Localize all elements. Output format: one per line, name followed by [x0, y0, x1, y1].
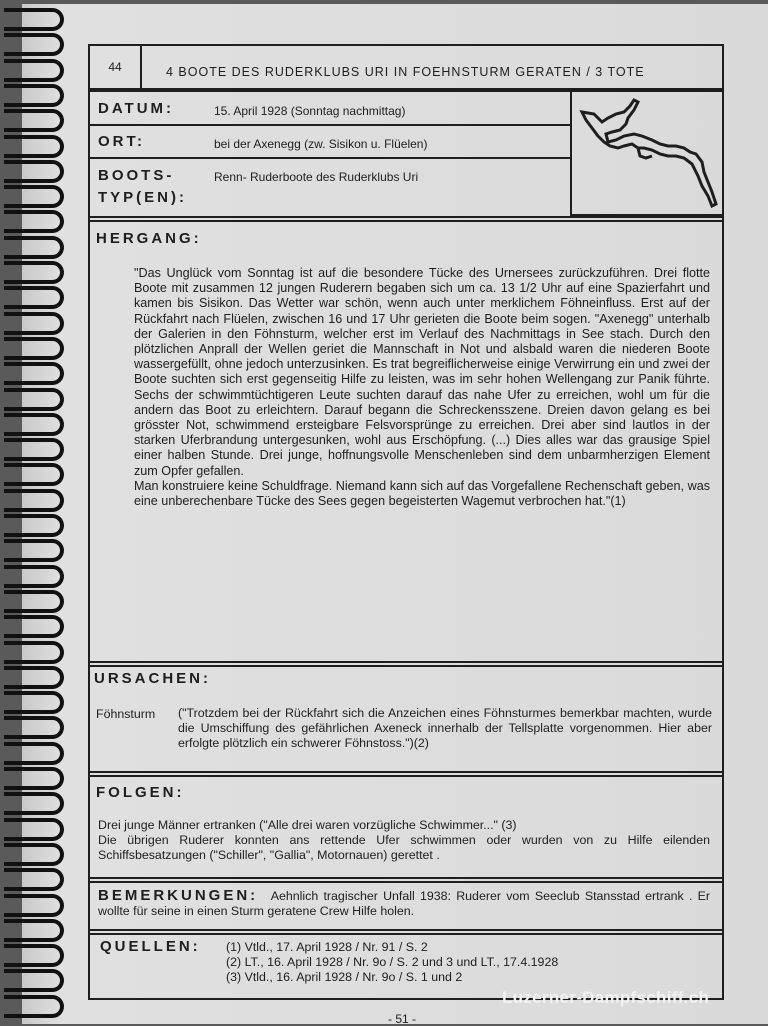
binding-ring — [4, 590, 64, 613]
binding-ring — [4, 615, 64, 638]
binding-ring — [4, 135, 64, 158]
hergang-label: HERGANG: — [96, 230, 202, 247]
binding-ring — [4, 919, 64, 942]
binding-ring — [4, 185, 64, 208]
watermark: Luzerner-Dampfschiff.ch — [502, 988, 710, 1007]
binding-ring — [4, 565, 64, 588]
map-box — [570, 90, 724, 216]
binding-ring — [4, 160, 64, 183]
binding-ring — [4, 438, 64, 461]
bootstyp-label-2: TYP(EN): — [98, 189, 187, 206]
quellen-label: QUELLEN: — [100, 938, 201, 955]
binding-ring — [4, 666, 64, 689]
datum-value: 15. April 1928 (Sonntag nachmittag) — [214, 104, 406, 118]
binding-ring — [4, 261, 64, 284]
quellen-item: (2) LT., 16. April 1928 / Nr. 9o / S. 2 und 3 und LT., 17.4.1928 — [226, 955, 559, 969]
ort-label: ORT: — [98, 133, 145, 150]
binding-ring — [4, 286, 64, 309]
spiral-binding — [0, 0, 70, 1024]
binding-ring — [4, 312, 64, 335]
quellen-item: (1) Vtld., 17. April 1928 / Nr. 91 / S. 2 — [226, 940, 428, 954]
binding-ring — [4, 894, 64, 917]
bemerkungen-text: Aehnlich tragischer Unfall 1938: Ruderer vom Seeclub Stansstad ertrank . Er wollte für seine in einen Sturm geratene Crew Hilfe holen. — [98, 889, 710, 918]
form-number: 44 — [88, 44, 142, 90]
binding-ring — [4, 109, 64, 132]
ursachen-text: ("Trotzdem bei der Rückfahrt sich die Anzeichen eines Föhnsturmes bemerkbar machten, wurde die Umschiffung des gefährlichen Axeneck innerhalb der Tellsplatte vorgenommen. Hier aber erfolgte plötzlich ein schwerer Föhnstoss.")(2) — [178, 706, 712, 750]
bootstyp-value: Renn- Ruderboote des Ruderklubs Uri — [214, 170, 419, 184]
ursachen-term: Föhnsturm — [96, 707, 156, 721]
bemerkungen-block — [98, 888, 710, 919]
hergang-paragraph-2: Man konstruiere keine Schuldfrage. Niemand kann sich auf das Vorgefallene Rechenschaft geben, was eine unberechenbare Tücke des Sees gegen begeisterten Wagemut verbrochen hat."(1) — [134, 478, 710, 509]
binding-ring — [4, 210, 64, 233]
binding-ring — [4, 691, 64, 714]
binding-ring — [4, 716, 64, 739]
ursachen-label: URSACHEN: — [94, 670, 211, 687]
hergang-text — [134, 266, 710, 509]
binding-ring — [4, 818, 64, 841]
bootstyp-label-1: BOOTS- — [98, 167, 175, 184]
footer-page-number: - 51 - — [388, 1012, 417, 1026]
incident-form — [88, 44, 724, 1000]
binding-ring — [4, 33, 64, 56]
folgen-label: FOLGEN: — [96, 784, 185, 801]
binding-ring — [4, 767, 64, 790]
hergang-paragraph: "Das Unglück vom Sonntag ist auf die besondere Tücke des Urnersees zurückzuführen. Drei flotte Boote mit zusammen 12 jungen Ruderern begaben sich um ca. 13 1/2 Uhr auf eine Spazierfahrt und kamen bis Sisikon. Das Wetter war schön, wenn auch unter merklichem Föhneinfluss. Erst auf der Rückfahrt nach Flüelen, zwischen 16 und 17 Uhr gerieten die Boote beim sogen. "Axenegg" unterhalb der Galerien in den Föhnsturm, welcher erst im Verlauf des Nachmittags in See stach. Durch den plötzlichen Anprall der Wellen geriet die Mannschaft in Not und alsbald waren die niederen Boote wassergefüllt, ohne jedoch unterzusinken. Es trat begreiflicherweise einige Verwirrung ein und zwei der Boote suchten sich erst gegenseitig Hilfe zu leisten, was im sehr hohen Wellengang zur Panik führte. Sechs der schwimmtüchtigeren Leute suchten darauf das nahe Ufer zu erreichen, wohl um für die andern das Boot zu erleichtern. Darauf begann die Schreckensszene. Dreien davon gelang es bei grösster Not, schwimmend ersteigbare Felsvorsprünge zu erreichen. Drei aber sind lautlos in der starken Uferbrandung untergesunken, wohl aus Erschöpfung. (...) Dies alles war das grausige Spiel einer halben Stunde. Drei junge, hoffnungsvolle Menschenleben sind dem unbarmherzigen Element zum Opfer gefallen. — [134, 266, 710, 478]
binding-ring — [4, 59, 64, 82]
binding-ring — [4, 489, 64, 512]
form-frame — [88, 90, 724, 1000]
bemerkungen-label: BEMERKUNGEN: — [98, 887, 259, 904]
binding-ring — [4, 514, 64, 537]
binding-ring — [4, 236, 64, 259]
folgen-line-1: Drei junge Männer ertranken ("Alle drei waren vorzügliche Schwimmer..." (3) — [98, 818, 517, 832]
binding-ring — [4, 539, 64, 562]
binding-ring — [4, 868, 64, 891]
binding-ring — [4, 641, 64, 664]
binding-ring — [4, 944, 64, 967]
binding-ring — [4, 413, 64, 436]
folgen-text — [98, 818, 710, 863]
binding-ring — [4, 969, 64, 992]
binding-ring — [4, 362, 64, 385]
quellen-list — [226, 940, 716, 985]
datum-label: DATUM: — [98, 100, 175, 117]
ort-value: bei der Axenegg (zw. Sisikon u. Flüelen) — [214, 137, 428, 151]
binding-ring — [4, 8, 64, 31]
binding-ring — [4, 843, 64, 866]
binding-ring — [4, 995, 64, 1018]
quellen-item: (3) Vtld., 16. April 1928 / Nr. 9o / S. 1 und 2 — [226, 970, 463, 984]
binding-ring — [4, 337, 64, 360]
folgen-line-2: Die übrigen Ruderer konnten ans rettende Ufer schwimmen oder wurden von zu Hilfe eilenden Schiffsbesatzungen ("Schiller", "Gallia", Motornauen) gerettet . — [98, 833, 710, 862]
binding-ring — [4, 463, 64, 486]
binding-ring — [4, 388, 64, 411]
binding-ring — [4, 792, 64, 815]
form-title: 4 BOOTE DES RUDERKLUBS URI IN FOEHNSTURM GERATEN / 3 TOTE — [140, 44, 724, 90]
binding-ring — [4, 84, 64, 107]
lake-map-icon — [572, 92, 722, 214]
binding-ring — [4, 742, 64, 765]
